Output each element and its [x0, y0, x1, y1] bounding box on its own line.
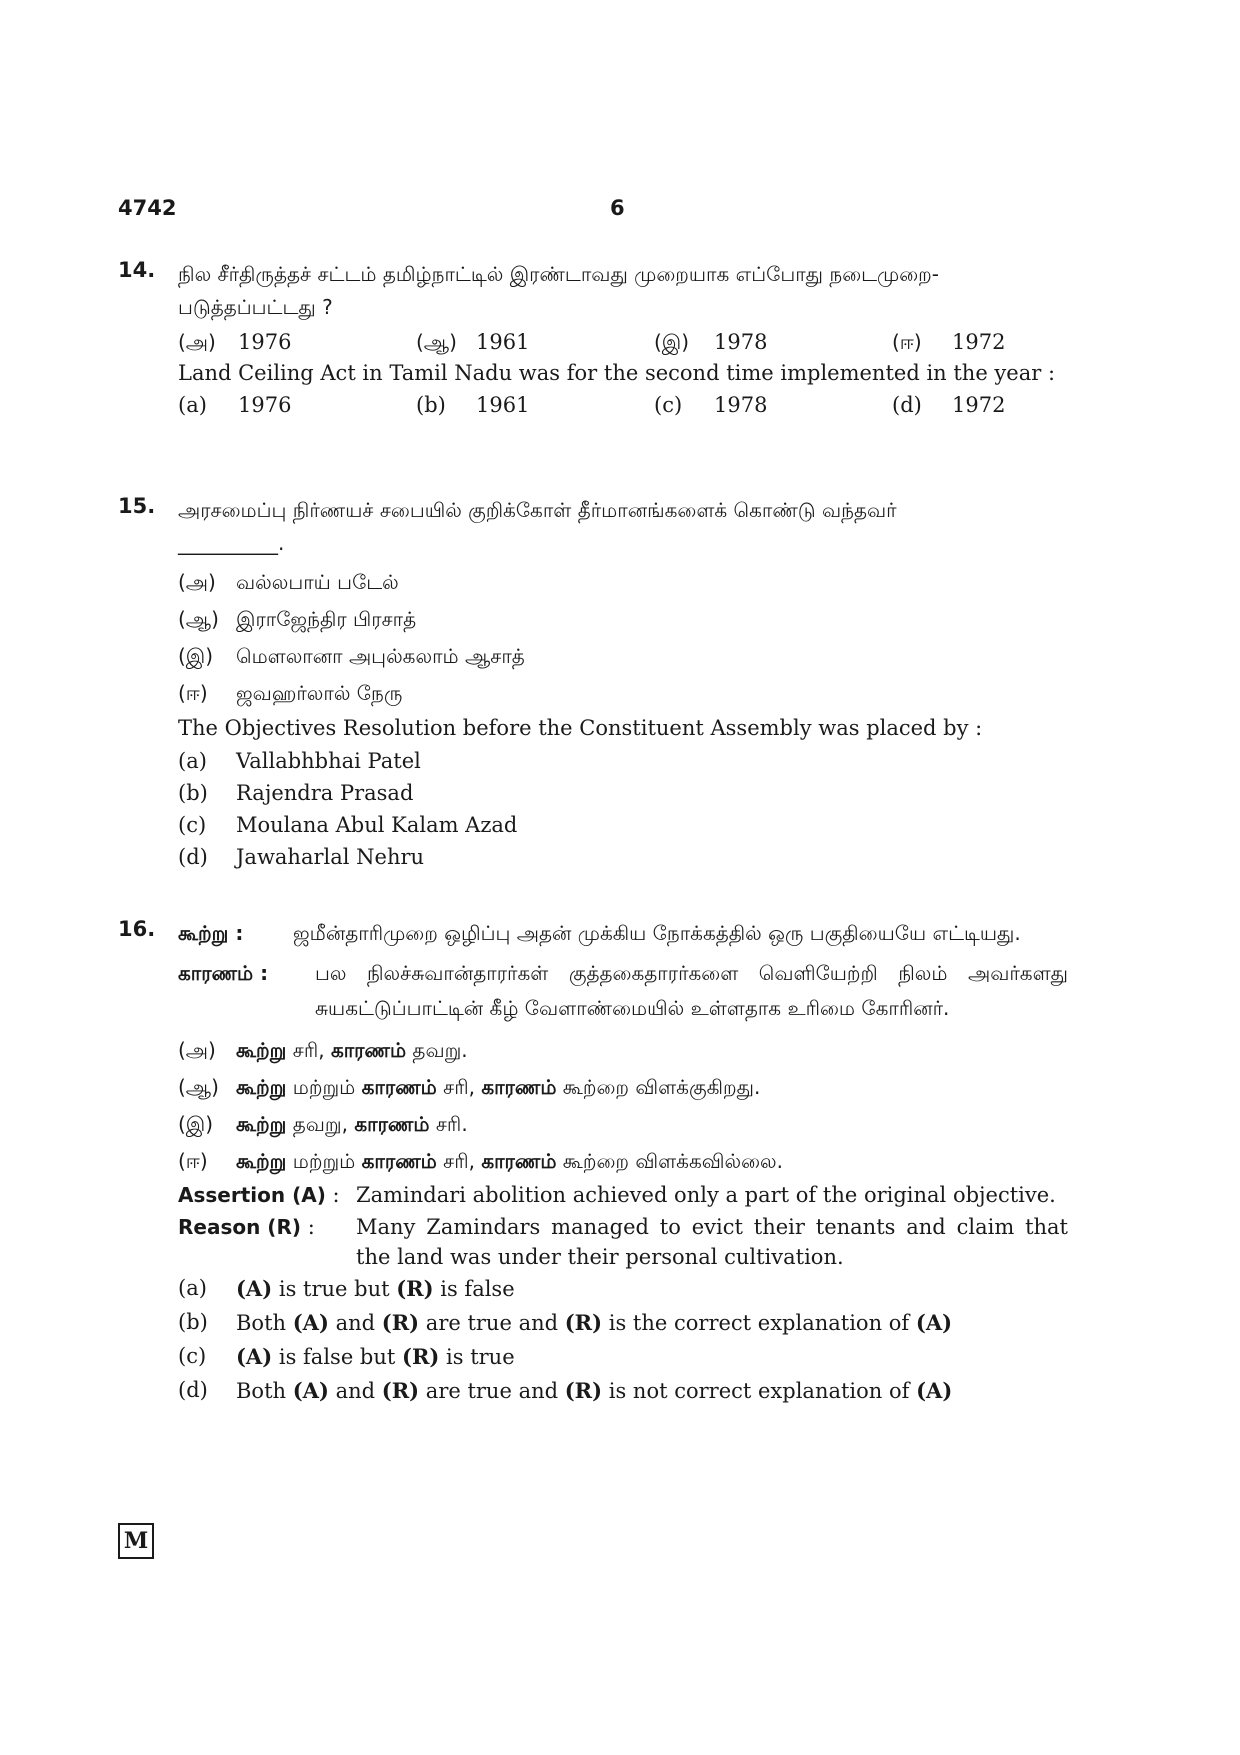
option-english-d[interactable]: (d) Both (A) and (R) are true and (R) is not correct explanation of (A) — [178, 1378, 953, 1403]
option-tamil-c[interactable]: (இ) மௌலானா அபுல்கலாம் ஆசாத் — [178, 644, 525, 668]
medium-mark-box: M — [118, 1523, 154, 1559]
option-english-d[interactable]: (d) 1972 — [892, 393, 1006, 417]
option-english-a[interactable]: (a) 1976 — [178, 393, 292, 417]
question-number: 14. — [118, 258, 156, 282]
option-english-c[interactable]: (c) (A) is false but (R) is true — [178, 1344, 515, 1369]
option-english-b[interactable]: (b) 1961 — [416, 393, 530, 417]
option-english-a[interactable]: (a) Vallabhbhai Patel — [178, 749, 421, 773]
answer-blank: __________. — [178, 531, 285, 555]
question-text-tamil: அரசமைப்பு நிர்ணயச் சபையில் குறிக்கோள் தீர்மானங்களைக் கொண்டு வந்தவர் — [178, 498, 897, 522]
option-tamil-b[interactable]: (ஆ) கூற்று மற்றும் காரணம் சரி, காரணம் கூற்றை விளக்குகிறது. — [178, 1075, 761, 1099]
options-english — [178, 390, 1068, 420]
question-15 — [118, 494, 1068, 873]
option-tamil-d[interactable]: (ஈ) ஜவஹர்லால் நேரு — [178, 681, 403, 705]
question-number: 15. — [118, 494, 156, 518]
option-tamil-c[interactable]: (இ) கூற்று தவறு, காரணம் சரி. — [178, 1112, 468, 1136]
options-english — [178, 1272, 1068, 1408]
question-text-tamil: நில சீர்திருத்தச் சட்டம் தமிழ்நாட்டில் இரண்டாவது முறையாக எப்போது நடைமுறை- படுத்தப்பட்டது ? — [178, 262, 939, 319]
option-tamil-a[interactable]: (அ) வல்லபாய் படேல் — [178, 570, 399, 594]
option-english-b[interactable]: (b) Both (A) and (R) are true and (R) is the correct explanation of (A) — [178, 1310, 953, 1335]
option-english-c[interactable]: (c) Moulana Abul Kalam Azad — [178, 813, 518, 837]
question-number: 16. — [118, 917, 156, 941]
reason-english: Reason (R) : Many Zamindars managed to evict their tenants and claim that the land was under their personal cultivation. — [178, 1215, 1068, 1269]
question-16 — [118, 917, 1068, 1408]
option-english-c[interactable]: (c) 1978 — [654, 393, 768, 417]
assertion-english: Assertion (A) : Zamindari abolition achieved only a part of the original objective. — [178, 1183, 1056, 1207]
option-tamil-b[interactable]: (ஆ) இராஜேந்திர பிரசாத் — [178, 607, 417, 631]
option-tamil-b[interactable]: (ஆ) 1961 — [416, 330, 530, 354]
option-english-b[interactable]: (b) Rajendra Prasad — [178, 781, 414, 805]
page-number: 6 — [610, 196, 625, 220]
option-english-d[interactable]: (d) Jawaharlal Nehru — [178, 845, 425, 869]
reason-tamil: காரணம் : பல நிலச்சுவான்தாரர்கள் குத்தகைதாரர்களை வெளியேற்றி நிலம் அவர்களது சுயகட்டுப்பாட்டின் கீழ் வேளாண்மையில் உள்ளதாக உரிமை கோரினர். — [178, 961, 1068, 1020]
question-14 — [118, 258, 1068, 420]
assertion-tamil: கூற்று : ஜமீன்தாரிமுறை ஒழிப்பு அதன் முக்கிய நோக்கத்தில் ஒரு பகுதியையே எட்டியது. — [178, 921, 1021, 945]
question-text-english: The Objectives Resolution before the Constituent Assembly was placed by : — [178, 716, 983, 740]
options-tamil — [178, 326, 1068, 359]
question-text-english: Land Ceiling Act in Tamil Nadu was for the second time implemented in the year : — [178, 361, 1056, 385]
option-tamil-a[interactable]: (அ) கூற்று சரி, காரணம் தவறு. — [178, 1038, 468, 1062]
option-tamil-d[interactable]: (ஈ) கூற்று மற்றும் காரணம் சரி, காரணம் கூற்றை விளக்கவில்லை. — [178, 1149, 783, 1173]
options-tamil — [178, 1032, 1068, 1180]
paper-code: 4742 — [118, 196, 177, 220]
option-english-a[interactable]: (a) (A) is true but (R) is false — [178, 1276, 515, 1301]
option-tamil-c[interactable]: (இ) 1978 — [654, 330, 768, 354]
option-tamil-a[interactable]: (அ) 1976 — [178, 330, 292, 354]
option-tamil-d[interactable]: (ஈ) 1972 — [892, 330, 1006, 354]
options-english — [178, 745, 1068, 873]
options-tamil — [178, 564, 1068, 712]
